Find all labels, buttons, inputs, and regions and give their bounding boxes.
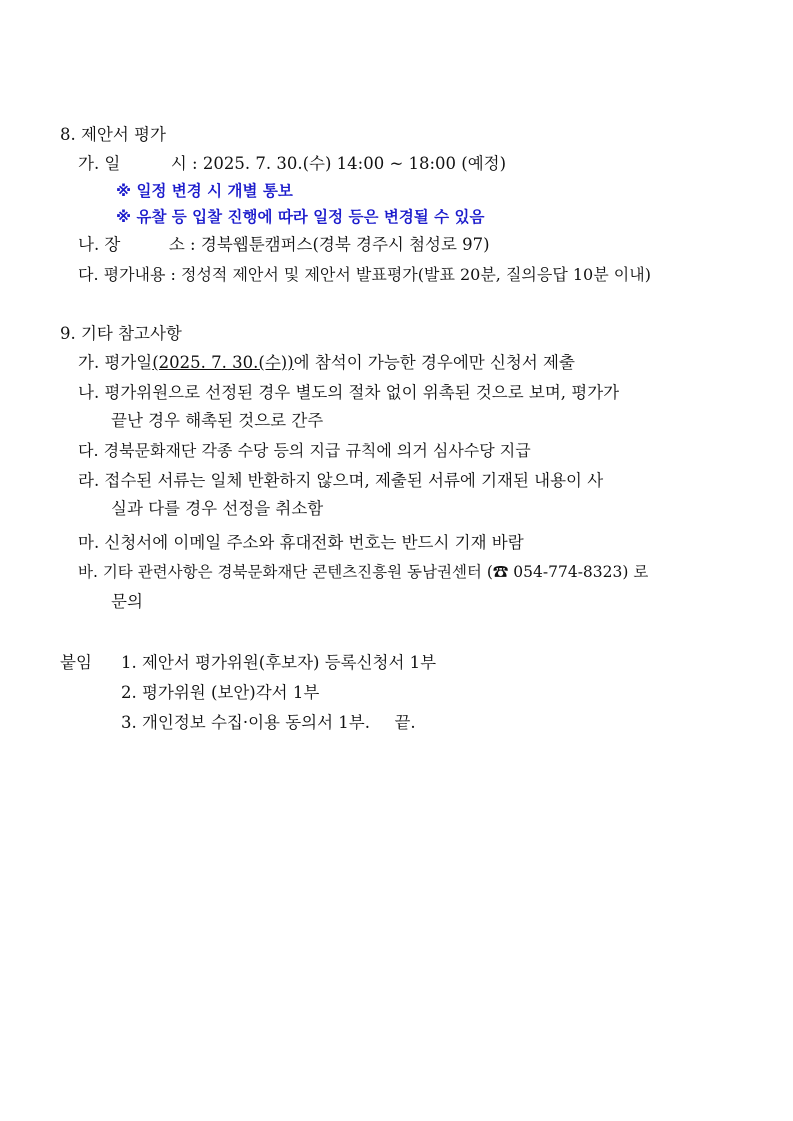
attachment-item-text: 3. 개인정보 수집·이용 동의서 1부. [121,713,370,732]
section-9-heading: 9. 기타 참고사항 [60,324,182,343]
section-9-item-na-line2: 끝난 경우 해촉된 것으로 간주 [111,411,324,430]
section-9-item-ba-line1: 바. 기타 관련사항은 경북문화재단 콘텐츠진흥원 동남권센터 (☎ 054-774-8323) 로 [78,563,649,581]
section-9-item-na-line1: 나. 평가위원으로 선정된 경우 별도의 절차 없이 위촉된 것으로 보며, 평가가 [78,383,620,402]
section-9-item-da: 다. 경북문화재단 각종 수당 등의 지급 규칙에 의거 심사수당 지급 [78,441,531,460]
section-8-item-ga [78,153,506,175]
item-na-colon: 소 : [168,235,196,254]
end-mark: 끝. [394,713,416,732]
item-ga-colon: 시 : [170,154,198,173]
section-9-item-ba-line2: 문의 [111,592,143,611]
section-8-item-da: 다. 평가내용 : 정성적 제안서 및 제안서 발표평가(발표 20분, 질의응답 10분 이내) [78,265,651,284]
attachments-label: 붙임 [60,653,92,672]
section-8-item-na [78,234,490,256]
schedule-change-notice: ※ 일정 변경 시 개별 통보 [116,182,293,200]
location-text: 경북웹툰캠퍼스(경북 경주시 첨성로 97) [200,235,490,254]
schedule-text: 2025. 7. 30.(수) 14:00 ~ 18:00 (예정) [202,154,507,173]
evaluation-date: (2025. 7. 30.(수)) [152,353,294,372]
bid-change-notice: ※ 유찰 등 입찰 진행에 따라 일정 등은 변경될 수 있음 [116,208,485,226]
section-8-heading: 8. 제안서 평가 [60,125,166,144]
attachment-item: 1. 제안서 평가위원(후보자) 등록신청서 1부 [121,653,437,672]
attachment-item [121,712,416,734]
item-ga-pre: 가. 평가일 [78,353,153,372]
item-na-prefix: 나. 장 [78,235,121,254]
section-9-item-ga [78,352,575,374]
item-ga-prefix: 가. 일 [78,154,121,173]
section-9-item-ra-line2: 실과 다를 경우 선정을 취소함 [111,499,324,518]
attachment-item: 2. 평가위원 (보안)각서 1부 [121,683,320,702]
section-9-item-ra-line1: 라. 접수된 서류는 일체 반환하지 않으며, 제출된 서류에 기재된 내용이 사 [78,471,604,490]
item-ga-post: 에 참석이 가능한 경우에만 신청서 제출 [293,353,575,372]
section-9-item-ma: 마. 신청서에 이메일 주소와 휴대전화 번호는 반드시 기재 바람 [78,533,524,552]
